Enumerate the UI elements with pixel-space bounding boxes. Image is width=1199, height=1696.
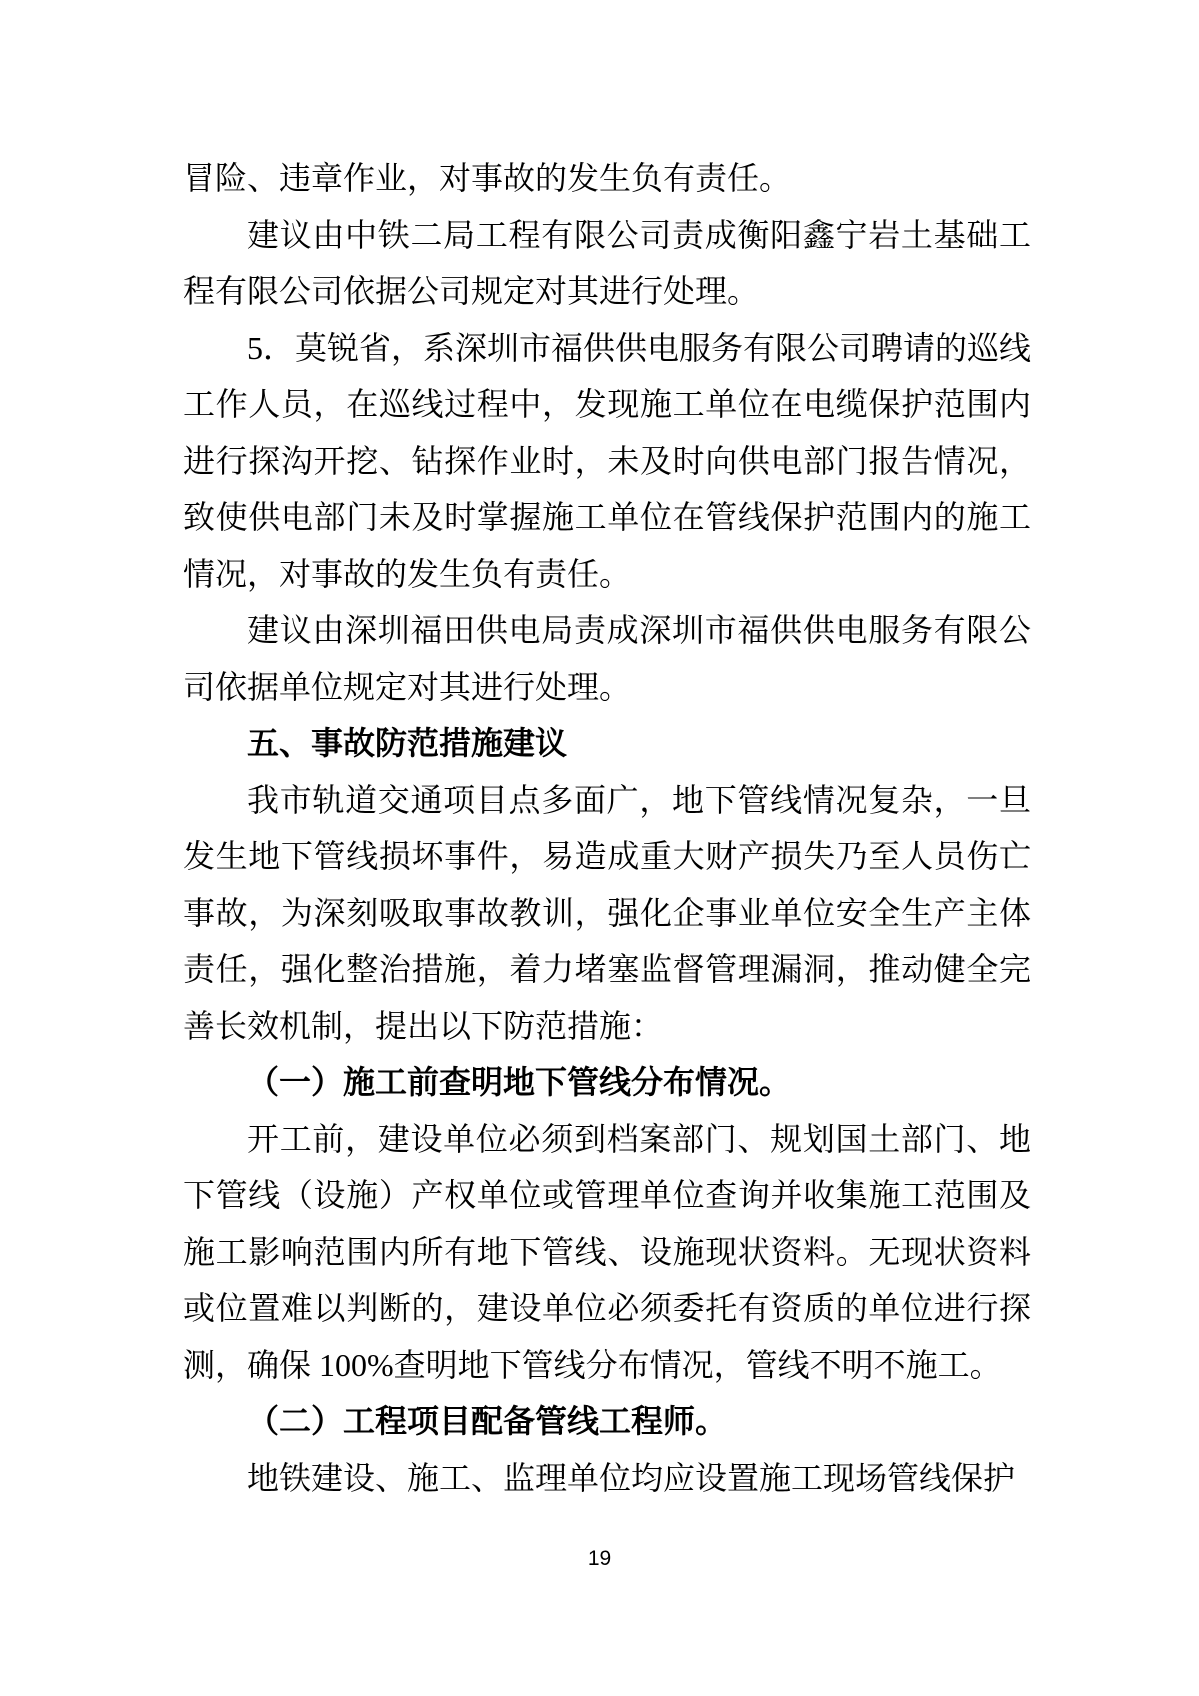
subsection-heading-2-pipeline-engineer: （二）工程项目配备管线工程师。 [247,1403,728,1439]
subsection-heading-1-survey-pipelines: （一）施工前查明地下管线分布情况。 [247,1064,792,1100]
paragraph-person5-mo-rui-sheng: 5．莫锐省，系深圳市福供供电服务有限公司聘请的巡线工作人员，在巡线过程中，发现施工单位在电缆保护范围内进行探沟开挖、钻探作业时，未及时向供电部门报告情况，致使供电部门未及时掌握施工单位在管线保护范围内的施工情况，对事故的发生负有责任。 [183,329,1032,592]
page-number: 19 [587,1547,612,1570]
paragraph-recommendation-crec2: 建议由中铁二局工程有限公司责成衡阳鑫宁岩土基础工程有限公司依据公司规定对其进行处理。 [183,216,1031,309]
paragraph-survey-requirements: 开工前，建设单位必须到档案部门、规划国土部门、地下管线（设施）产权单位或管理单位查询并收集施工范围及施工影响范围内所有地下管线、设施现状资料。无现状资料或位置难以判断的，建设单位必须委托有资质的单位进行探测，确保 100%查明地下管线分布情况，管线不明不施工。 [183,1120,1031,1383]
paragraph-responsibility-continuation: 冒险、违章作业，对事故的发生负有责任。 [183,160,792,196]
document-body [183,150,1031,1506]
paragraph-prevention-overview: 我市轨道交通项目点多面广，地下管线情况复杂，一旦发生地下管线损坏事件，易造成重大财产损失乃至人员伤亡事故，为深刻吸取事故教训，强化企事业单位安全生产主体责任，强化整治措施，着力堵塞监督管理漏洞，推动健全完善长效机制，提出以下防范措施： [183,781,1031,1044]
section-heading-5-prevention-measures: 五、事故防范措施建议 [247,725,568,761]
paragraph-pipeline-engineer-start: 地铁建设、施工、监理单位均应设置施工现场管线保护 [247,1459,1016,1496]
paragraph-recommendation-futian-power: 建议由深圳福田供电局责成深圳市福供供电服务有限公司依据单位规定对其进行处理。 [183,612,1031,705]
